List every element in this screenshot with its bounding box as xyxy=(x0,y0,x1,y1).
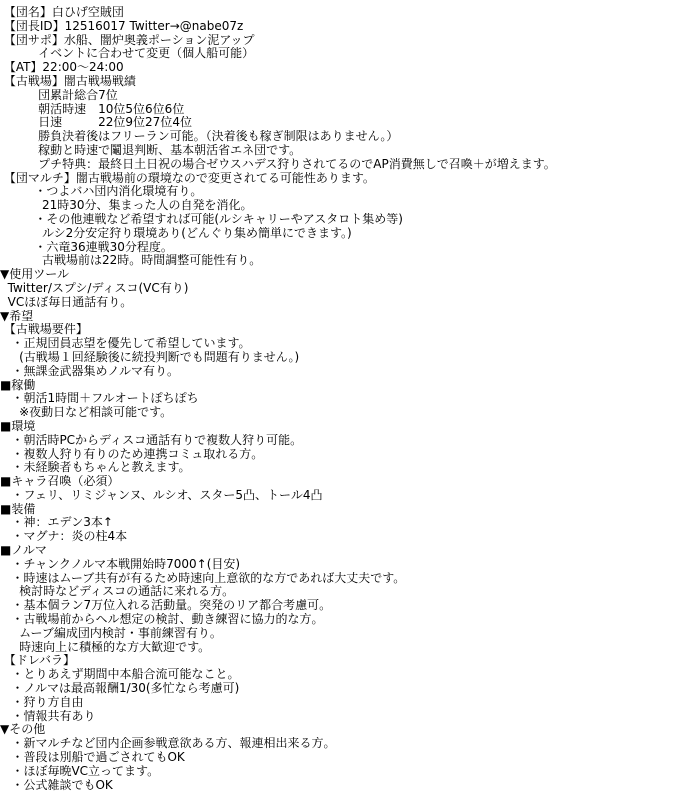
text-line: イベントに合わせて変更（個人船可能） xyxy=(0,47,255,61)
text-line: ▼その他 xyxy=(0,723,46,737)
text-line: 【団名】白ひげ空賊団 xyxy=(0,6,124,19)
text-line: ・とりあえず期間中本船合流可能なこと。 xyxy=(0,668,240,682)
text-line: ・複数人狩り有りのため連携コミュ取れる方。 xyxy=(0,447,264,461)
text-line: 団累計総合7位 xyxy=(0,88,118,102)
text-line: ・六竜36連戦30分程度。 xyxy=(0,240,173,254)
text-line: ・基本個ラン7万位入れる活動量。突発のリア都合考慮可。 xyxy=(0,599,332,613)
text-line: ・朝活時PCからディスコ通話有りで複数人狩り可能。 xyxy=(0,433,303,447)
text-line: 日速 22位9位27位4位 xyxy=(0,116,192,130)
text-line: ・新マルチなど団内企画参戦意欲ある方、報連相出来る方。 xyxy=(0,737,336,751)
text-line: ■装備 xyxy=(0,502,36,516)
text-line: 稼動と時速で鬮退判断、基本朝活省エネ団です。 xyxy=(0,143,302,157)
text-line: ・情報共有あり xyxy=(0,709,96,723)
text-line: 勝負決着後はフリーラン可能。（決着後も稼ぎ制限はありません。） xyxy=(0,130,399,144)
text-line: ■キャラ召喚（必須） xyxy=(0,475,120,489)
text-line: (古戦場１回経験後に続投判断でも問題有りません。) xyxy=(0,350,300,364)
text-line: ・時速はムーブ共有が有るため時速向上意欲的な方であれば大丈夫です。 xyxy=(0,571,406,585)
text-line: ・ほぼ毎晩VC立ってます。 xyxy=(0,764,160,778)
text-line: ・チャンクノルマ本戦開始時7000↑(目安) xyxy=(0,557,241,571)
text-line: ・マグナ：炎の柱4本 xyxy=(0,530,128,544)
text-line: 【団サポ】水船、闇炉奥義ポーション泥アップ xyxy=(0,33,255,47)
text-line: ・正規団員志望を優先して希望しています。 xyxy=(0,337,251,351)
text-line: 時速向上に積極的な方大歓迎です。 xyxy=(0,640,211,654)
text-line: 検討時などディスコの通話に来れる方。 xyxy=(0,585,235,599)
text-line: 21時30分、集まった人の自発を消化。 xyxy=(0,199,253,213)
text-line: ※夜動日など相談可能です。 xyxy=(0,406,173,420)
text-line: 古戦場前は22時。時間調整可能性有り。 xyxy=(0,254,262,268)
text-line: ・古戦場前からヘル想定の検討、動き練習に協力的な方。 xyxy=(0,613,324,627)
text-line: ・狩り方自由 xyxy=(0,695,84,709)
text-line: ・普段は別船で過ごされてもOK xyxy=(0,751,185,765)
text-line: ■環境 xyxy=(0,419,36,433)
text-line: ・ノルマは最高報酬1/30(多忙なら考慮可) xyxy=(0,682,240,696)
text-line: ・無課金武器集めノルマ有り。 xyxy=(0,364,179,378)
text-line: VCほぼ毎日通話有り。 xyxy=(0,295,133,309)
text-line: ・朝活1時間＋フルオートぽちぽち xyxy=(0,392,199,406)
text-line: ▼使用ツール xyxy=(0,268,69,282)
text-line: 【古戦場】闇古戦場戦績 xyxy=(0,74,136,88)
text-line: ■稼働 xyxy=(0,378,36,392)
text-line: 【古戦場要件】 xyxy=(0,323,88,337)
text-line: ルシ2分安定狩り環境あり(どんぐり集め簡単にできます。) xyxy=(0,226,352,240)
text-line: ・公式雑談でもOK xyxy=(0,778,113,792)
text-line: 朝活時速 10位5位6位6位 xyxy=(0,102,185,116)
text-line: ・つよバハ団内消化環境有り。 xyxy=(0,185,203,199)
text-line: ・フェリ、リミジャンヌ、ルシオ、スター5凸、トール4凸 xyxy=(0,488,323,502)
text-line: ・神：エデン3本↑ xyxy=(0,516,113,530)
text-line: ・その他連戦など希望すれば可能(ルシキャリーやアスタロト集め等) xyxy=(0,212,403,226)
text-line: Twitter/スプシ/ディスコ(VC有り) xyxy=(0,281,189,295)
text-line: ムーブ編成団内検討・事前練習有り。 xyxy=(0,626,222,640)
text-line: 【AT】22:00～24:00 xyxy=(0,61,124,75)
text-line: プチ特典：最終日土日祝の場合ゼウスハデス狩りされてるのでAP消費無しで召喚＋が増えます。 xyxy=(0,157,556,171)
text-line: 【団長ID】12516017 Twitter→@nabe07z xyxy=(0,19,244,33)
text-line: ▼希望 xyxy=(0,309,34,323)
text-line: ・未経験者もちゃんと教えます。 xyxy=(0,461,191,475)
text-line: 【ドレバラ】 xyxy=(0,654,75,668)
text-line: ■ノルマ xyxy=(0,544,47,558)
text-line: 【団マルチ】闇古戦場前の環境なので変更されてる可能性あります。 xyxy=(0,171,375,185)
